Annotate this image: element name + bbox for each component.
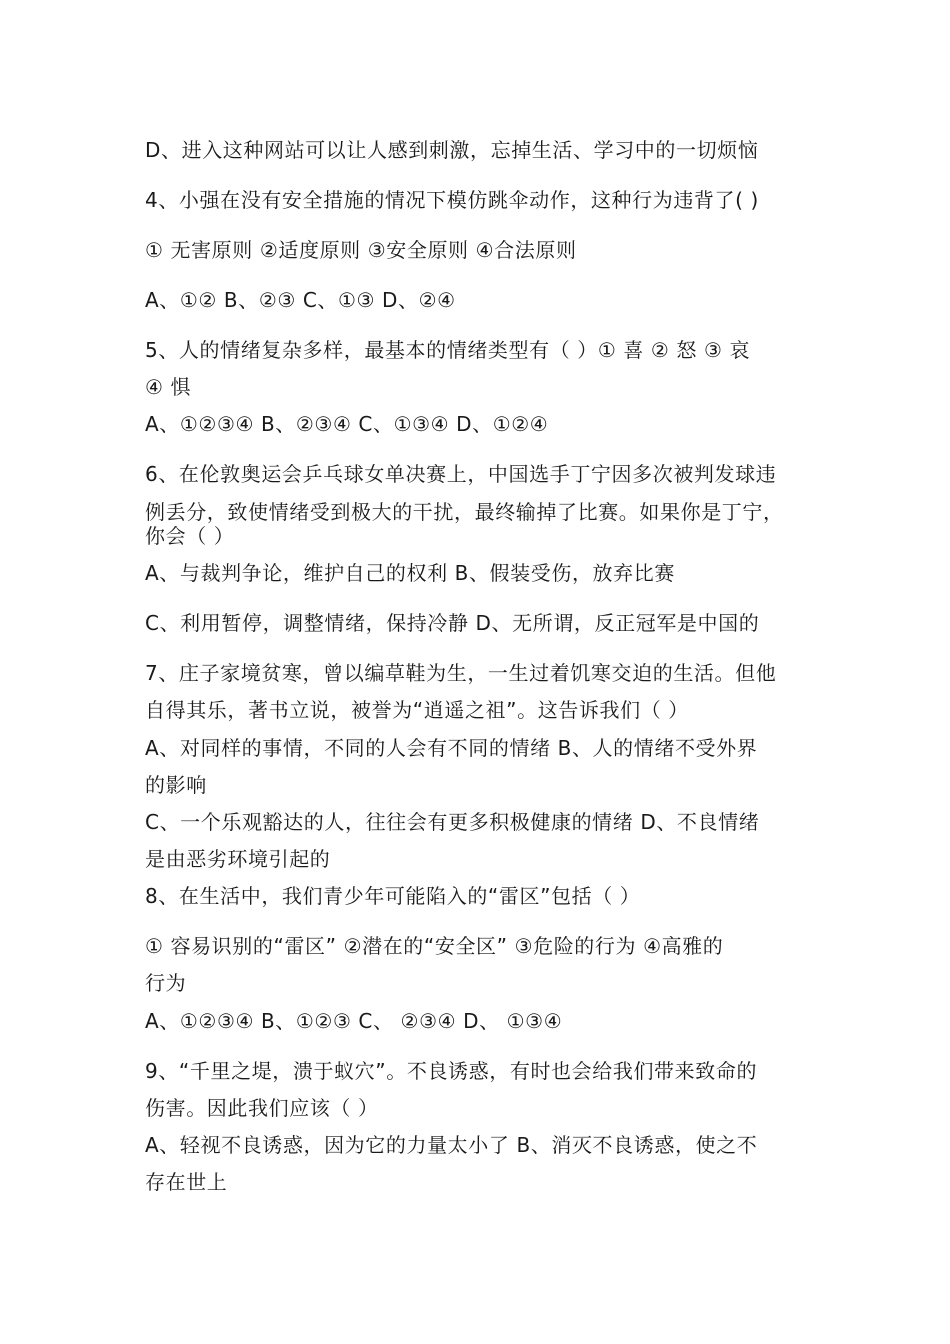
question-6-cont-2: 你会（ ） (145, 524, 235, 548)
question-7-cont: 自得其乐，著书立说，被誉为“逍遥之祖”。这告诉我们（ ） (145, 698, 689, 722)
question-8-items-cont: 行为 (145, 971, 187, 995)
question-6: 6、在伦敦奥运会乒乓球女单决赛上，中国选手丁宁因多次被判发球违 (145, 462, 777, 486)
question-7-option-d-cont: 是由恶劣环境引起的 (145, 847, 331, 871)
question-6-cont: 例丢分，致使情绪受到极大的干扰，最终输掉了比赛。如果你是丁宁， (145, 500, 784, 524)
question-8: 8、在生活中，我们青少年可能陷入的“雷区”包括（ ） (145, 884, 641, 908)
question-9-option-b-cont: 存在世上 (145, 1170, 228, 1194)
question-8-items: ① 容易识别的“雷区” ②潜在的“安全区” ③危险的行为 ④高雅的 (145, 934, 724, 958)
question-6-options-cd: C、利用暂停，调整情绪，保持冷静 D、无所谓，反正冠军是中国的 (145, 611, 760, 635)
question-4-options: A、①② B、②③ C、①③ D、②④ (145, 288, 456, 312)
question-5-cont: ④ 惧 (145, 375, 192, 399)
question-4: 4、小强在没有安全措施的情况下模仿跳伞动作，这种行为违背了( ) (145, 188, 759, 212)
question-7-option-cd: C、一个乐观豁达的人，往往会有更多积极健康的情绪 D、不良情绪 (145, 810, 760, 834)
question-6-options-ab: A、与裁判争论，维护自己的权利 B、假装受伤，放弃比赛 (145, 561, 675, 585)
question-7-option-ab: A、对同样的事情，不同的人会有不同的情绪 B、人的情绪不受外界 (145, 736, 758, 760)
question-9-option-ab: A、轻视不良诱惑，因为它的力量太小了 B、消灭不良诱惑，使之不 (145, 1133, 758, 1157)
option-d-q3: D、进入这种网站可以让人感到刺激，忘掉生活、学习中的一切烦恼 (145, 138, 759, 162)
question-5: 5、人的情绪复杂多样，最基本的情绪类型有（ ）① 喜 ② 怒 ③ 哀 (145, 338, 751, 362)
question-8-options: A、①②③④ B、①②③ C、 ②③④ D、 ①③④ (145, 1009, 563, 1033)
question-9: 9、“千里之堤，溃于蚁穴”。不良诱惑，有时也会给我们带来致命的 (145, 1059, 758, 1083)
question-7-option-b-cont: 的影响 (145, 773, 207, 797)
question-7: 7、庄子家境贫寒，曾以编草鞋为生，一生过着饥寒交迫的生活。但他 (145, 661, 777, 685)
question-4-items: ① 无害原则 ②适度原则 ③安全原则 ④合法原则 (145, 238, 577, 262)
question-5-options: A、①②③④ B、②③④ C、①③④ D、①②④ (145, 412, 549, 436)
question-9-cont: 伤害。因此我们应该（ ） (145, 1096, 379, 1120)
